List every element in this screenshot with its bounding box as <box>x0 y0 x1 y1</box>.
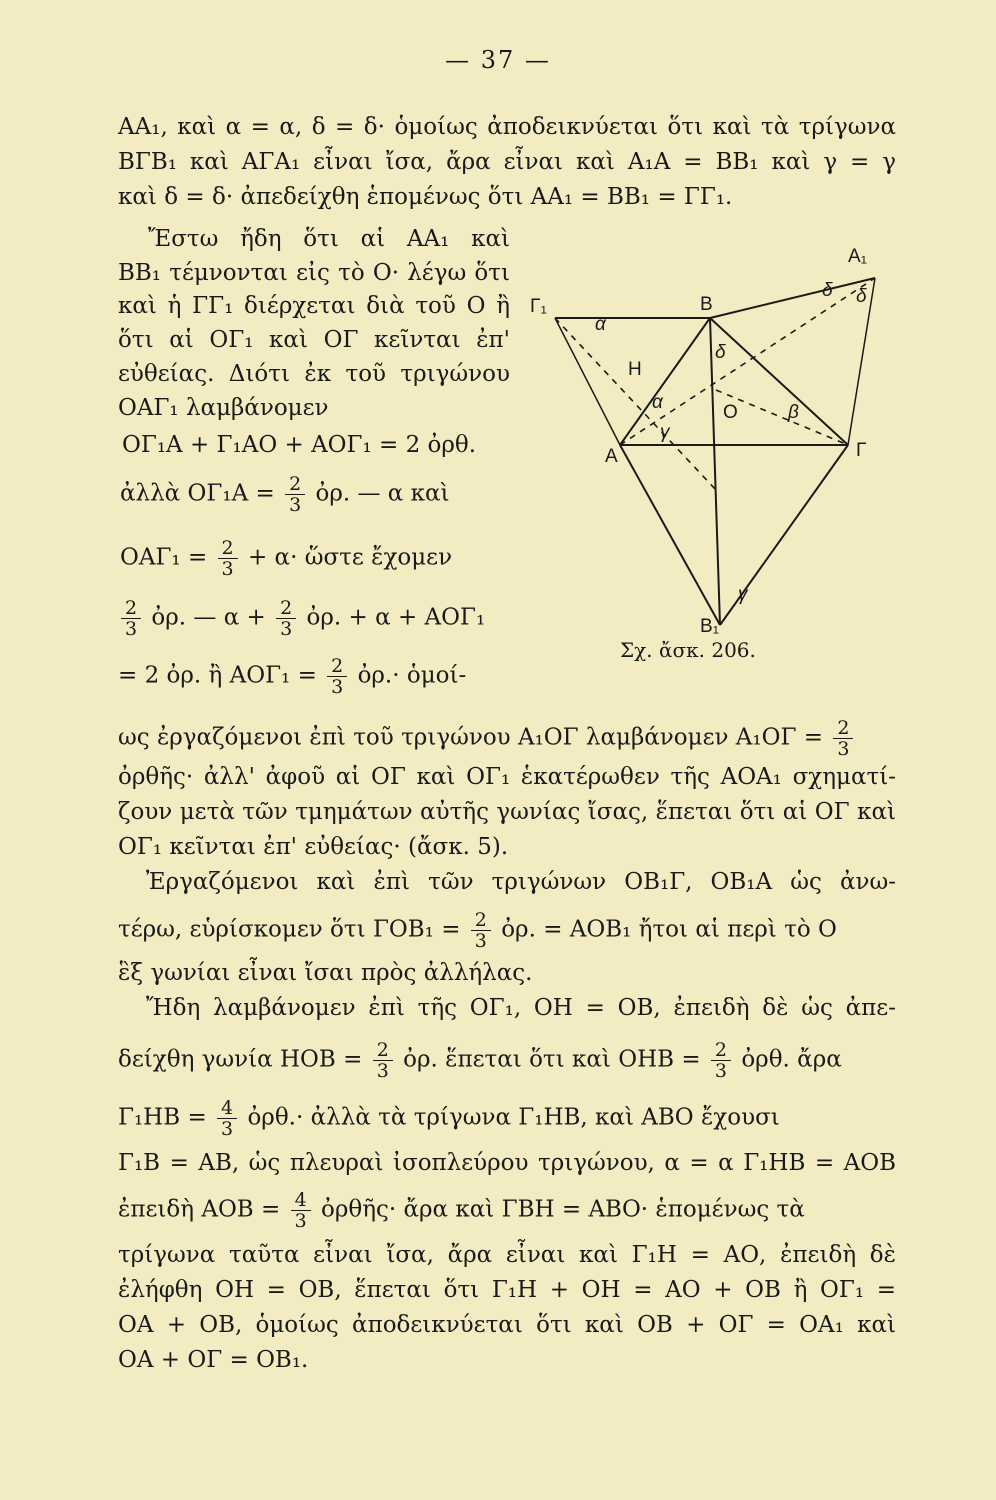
fraction-numerator: 2 <box>276 598 296 619</box>
equation-text: ὀρ. + α + ΑΟΓ₁ <box>306 604 486 631</box>
fraction-denominator: 3 <box>280 618 293 640</box>
fraction-numerator: 4 <box>217 1098 237 1119</box>
label-B1: Β₁ <box>700 616 720 637</box>
fraction <box>121 598 141 639</box>
fraction-denominator: 3 <box>294 1210 307 1232</box>
label-A: Α <box>605 446 618 467</box>
segment-AB1 <box>620 445 720 625</box>
fraction <box>711 1040 731 1081</box>
equation-text: ΟΑΓ₁ = <box>120 544 208 571</box>
fraction-denominator: 3 <box>376 1060 389 1082</box>
segment-BA1 <box>710 278 875 318</box>
fraction-numerator: 4 <box>291 1190 311 1211</box>
equation-text: + α· ὥστε ἔχομεν <box>247 544 453 571</box>
label-delta-right: δ <box>856 286 867 307</box>
text-line: ΒΒ₁ τέμνονται εἰς τὸ Ο· λέγω ὅτι <box>118 260 510 286</box>
equation-text: Γ₁ΗΒ = <box>118 1104 207 1131</box>
fraction <box>291 1190 311 1231</box>
label-delta: δ <box>715 342 726 363</box>
equation-text: ἐπειδὴ ΑΟΒ = <box>118 1196 281 1223</box>
equation-text: ως ἐργαζόμενοι ἐπὶ τοῦ τριγώνου Α₁ΟΓ λαμβάνομεν Α₁ΟΓ = <box>118 724 824 751</box>
label-O: Ο <box>723 402 738 423</box>
label-B: Β <box>700 294 713 315</box>
geometry-figure <box>530 240 890 640</box>
equation-line <box>118 910 837 951</box>
segment-BB1 <box>710 318 720 625</box>
equation-text: ὀρθῆς· ἄρα καὶ ΓΒΗ = ΑΒΟ· ἑπομένως τὰ <box>321 1196 805 1223</box>
equation-line <box>118 1040 842 1081</box>
text-line: ἐλήφθη ΟΗ = ΟΒ, ἕπεται ὅτι Γ₁Η + ΟΗ = ΑΟ + ΟΒ ἢ ΟΓ₁ = <box>118 1277 896 1303</box>
label-alpha-top: α <box>595 314 606 335</box>
text-line: Ἔστω ἤδη ὅτι αἱ ΑΑ₁ καὶ <box>148 226 510 252</box>
fraction-denominator: 3 <box>289 494 302 516</box>
fraction-numerator: 2 <box>121 598 141 619</box>
label-G: Γ <box>856 440 867 461</box>
equation-text: ὀρ. — α καὶ <box>315 480 450 507</box>
fraction-denominator: 3 <box>221 558 234 580</box>
text-line: Ἐργαζόμενοι καὶ ἐπὶ τῶν τριγώνων ΟΒ₁Γ, ΟΒ₁Α ὡς ἀνω- <box>146 869 896 895</box>
label-gamma-bottom: γ <box>738 584 748 605</box>
label-A1: Α₁ <box>848 246 868 267</box>
fraction-numerator: 2 <box>711 1040 731 1061</box>
label-epsilon: δ <box>822 280 833 301</box>
fraction-numerator: 2 <box>285 474 305 495</box>
equation-line <box>118 1098 780 1139</box>
equation-line <box>120 474 450 515</box>
text-line: ΟΑ + ΟΓ = ΟΒ₁. <box>118 1347 309 1373</box>
text-line: καὶ ἡ ΓΓ₁ διέρχεται διὰ τοῦ Ο ἢ <box>118 293 510 319</box>
equation-line <box>118 718 856 759</box>
text-line: Γ₁Β = ΑΒ, ὡς πλευραὶ ἰσοπλεύρου τριγώνου, α = α Γ₁ΗΒ = ΑΟΒ <box>118 1150 896 1176</box>
text-line: ΟΓ₁Α + Γ₁ΑΟ + ΑΟΓ₁ = 2 ὀρθ. <box>122 432 477 458</box>
fraction-numerator: 2 <box>833 718 853 739</box>
equation-text: ὀρ. — α + <box>151 604 266 631</box>
equation-text: ὀρθ.· ἀλλὰ τὰ τρίγωνα Γ₁ΗΒ, καὶ ΑΒΟ ἔχουσι <box>247 1104 780 1131</box>
fraction-numerator: 2 <box>471 910 491 931</box>
fraction-denominator: 3 <box>221 1118 234 1140</box>
segment-BG <box>710 318 848 445</box>
fraction <box>285 474 305 515</box>
fraction-denominator: 3 <box>125 618 138 640</box>
text-line: Ἤδη λαμβάνομεν ἐπὶ τῆς ΟΓ₁, ΟΗ = ΟΒ, ἐπειδὴ δὲ ὡς ἀπε- <box>146 995 896 1021</box>
text-line: ΟΑΓ₁ λαμβάνομεν <box>118 395 329 421</box>
label-G1: Γ₁ <box>530 296 547 317</box>
fraction-numerator: 2 <box>373 1040 393 1061</box>
fraction <box>218 538 238 579</box>
equation-line <box>118 656 466 697</box>
fraction-denominator: 3 <box>331 676 344 698</box>
text-line: ἓξ γωνίαι εἶναι ἴσαι πρὸς ἀλλήλας. <box>118 960 533 986</box>
dashed-AA1 <box>620 278 875 445</box>
text-line: ζουν μετὰ τῶν τμημάτων αὐτῆς γωνίας ἴσας, ἕπεται ὅτι αἱ ΟΓ καὶ <box>118 799 896 825</box>
segment-G1A <box>555 318 620 445</box>
text-line: ὅτι αἱ ΟΓ₁ καὶ ΟΓ κεῖνται ἐπ' <box>118 327 510 353</box>
fraction <box>471 910 491 951</box>
text-line: εὐθείας. Διότι ἐκ τοῦ τριγώνου <box>118 361 510 387</box>
equation-text: ὀρ. ἕπεται ὅτι καὶ ΟΗΒ = <box>403 1046 701 1073</box>
equation-text: δείχθη γωνία ΗΟΒ = <box>118 1046 363 1073</box>
equation-text: τέρω, εὑρίσκομεν ὅτι ΓΟΒ₁ = <box>118 916 461 943</box>
equation-text: ὀρθ. ἄρα <box>741 1046 842 1073</box>
label-beta: β <box>788 402 799 423</box>
equation-text: ἀλλὰ ΟΓ₁Α = <box>120 480 275 507</box>
page-number: — 37 — <box>445 46 551 74</box>
text-line: ΒΓΒ₁ καὶ ΑΓΑ₁ εἶναι ἴσα, ἄρα εἶναι καὶ Α₁Α = ΒΒ₁ καὶ γ = γ <box>118 149 896 175</box>
equation-text: ὀρ.· ὁμοί- <box>357 662 467 689</box>
text-line: ΟΑ + ΟΒ, ὁμοίως ἀποδεικνύεται ὅτι καὶ ΟΒ + ΟΓ = ΟΑ₁ καὶ <box>118 1312 896 1338</box>
label-alpha: α <box>652 392 663 413</box>
text-line: ΟΓ₁ κεῖνται ἐπ' εὐθείας· (ἄσκ. 5). <box>118 834 509 860</box>
fraction <box>833 718 853 759</box>
fraction <box>327 656 347 697</box>
fraction <box>373 1040 393 1081</box>
fraction-denominator: 3 <box>714 1060 728 1082</box>
fraction <box>217 1098 237 1139</box>
fraction-denominator: 3 <box>474 930 487 952</box>
equation-text: ὀρ. = ΑΟΒ₁ ἤτοι αἱ περὶ τὸ Ο <box>501 916 837 943</box>
equation-line <box>118 598 485 639</box>
fraction-denominator: 3 <box>837 738 850 760</box>
equation-line <box>120 538 452 579</box>
equation-text: = 2 ὀρ. ἢ ΑΟΓ₁ = <box>118 662 317 689</box>
fraction-numerator: 2 <box>327 656 347 677</box>
fraction-numerator: 2 <box>218 538 238 559</box>
text-line: καὶ δ = δ· ἀπεδείχθη ἑπομένως ὅτι ΑΑ₁ = ΒΒ₁ = ΓΓ₁. <box>118 184 733 210</box>
equation-line <box>118 1190 805 1231</box>
text-line: ΑΑ₁, καὶ α = α, δ = δ· ὁμοίως ἀποδεικνύεται ὅτι καὶ τὰ τρίγωνα <box>118 114 896 140</box>
fraction <box>276 598 296 639</box>
text-line: τρίγωνα ταῦτα εἶναι ἴσα, ἄρα εἶναι καὶ Γ₁Η = ΑΟ, ἐπειδὴ δὲ <box>118 1242 896 1268</box>
label-gamma: γ <box>660 422 670 443</box>
text-line: ὀρθῆς· ἀλλ' ἀφοῦ αἱ ΟΓ καὶ ΟΓ₁ ἑκατέρωθεν τῆς ΑΟΑ₁ σχηματί- <box>118 764 896 790</box>
figure-caption: Σχ. ἄσκ. 206. <box>620 638 756 662</box>
label-H: Η <box>628 359 642 380</box>
